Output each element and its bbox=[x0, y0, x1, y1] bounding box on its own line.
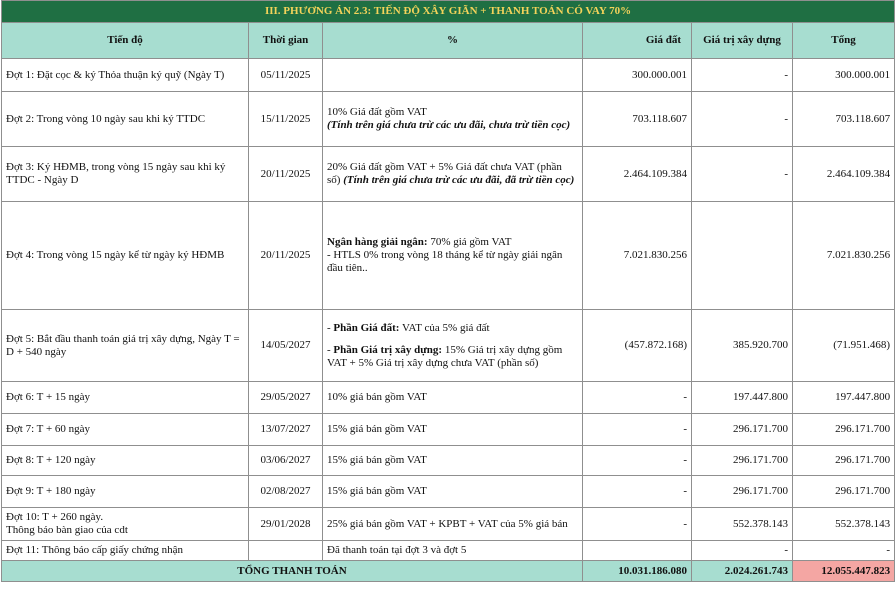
total-cell: (71.951.468) bbox=[793, 310, 895, 382]
land-price-cell: (457.872.168) bbox=[583, 310, 692, 382]
time-cell: 20/11/2025 bbox=[249, 202, 323, 310]
land-price-cell: - bbox=[583, 446, 692, 476]
construction-value-cell bbox=[692, 202, 793, 310]
total-land: 10.031.186.080 bbox=[583, 561, 692, 582]
construction-value-cell: - bbox=[692, 59, 793, 92]
time-cell: 20/11/2025 bbox=[249, 147, 323, 202]
percent-text: Phần Giá đất: bbox=[333, 321, 400, 334]
table-row bbox=[2, 414, 895, 446]
total-cell: 7.021.830.256 bbox=[793, 202, 895, 310]
land-price-cell: 2.464.109.384 bbox=[583, 147, 692, 202]
payment-schedule-table bbox=[1, 0, 895, 582]
land-price-cell: 703.118.607 bbox=[583, 92, 692, 147]
stage-cell: Đợt 7: T + 60 ngày bbox=[2, 414, 249, 446]
percent-text: 20% Giá đất gồm VAT + 5% Giá đất chưa VAT (phần số) bbox=[327, 161, 562, 186]
percent-cell bbox=[323, 414, 583, 446]
stage-cell: Đợt 10: T + 260 ngày. Thông báo bàn giao của cdt bbox=[2, 508, 249, 541]
total-cell: 296.171.700 bbox=[793, 446, 895, 476]
percent-cell bbox=[323, 446, 583, 476]
time-cell: 05/11/2025 bbox=[249, 59, 323, 92]
percent-cell bbox=[323, 59, 583, 92]
table-row bbox=[2, 92, 895, 147]
total-label: TỔNG THANH TOÁN bbox=[2, 561, 583, 582]
percent-text: 10% giá bán gồm VAT bbox=[327, 391, 427, 403]
total-cell: 197.447.800 bbox=[793, 382, 895, 414]
construction-value-cell: - bbox=[692, 147, 793, 202]
percent-text: Ngân hàng giải ngân: bbox=[327, 236, 431, 248]
time-cell bbox=[249, 541, 323, 561]
header-construction-value: Giá trị xây dựng bbox=[692, 23, 793, 59]
construction-value-cell: 296.171.700 bbox=[692, 476, 793, 508]
table-row bbox=[2, 202, 895, 310]
header-land-price: Giá đất bbox=[583, 23, 692, 59]
percent-paragraph bbox=[327, 249, 578, 275]
construction-value-cell: - bbox=[692, 92, 793, 147]
total-row bbox=[2, 561, 895, 582]
percent-text: (Tính trên giá chưa trừ các ưu đãi, chưa trừ tiền cọc) bbox=[327, 119, 571, 131]
stage-cell: Đợt 6: T + 15 ngày bbox=[2, 382, 249, 414]
percent-cell bbox=[323, 202, 583, 310]
header-stage: Tiến độ bbox=[2, 23, 249, 59]
total-cell: 2.464.109.384 bbox=[793, 147, 895, 202]
stage-cell: Đợt 2: Trong vòng 10 ngày sau khi ký TTDC bbox=[2, 92, 249, 147]
table-row bbox=[2, 59, 895, 92]
header-percent: % bbox=[323, 23, 583, 59]
stage-cell: Đợt 9: T + 180 ngày bbox=[2, 476, 249, 508]
sheet-title: III. PHƯƠNG ÁN 2.3: TIẾN ĐỘ XÂY GIÃN + THANH TOÁN CÓ VAY 70% bbox=[2, 1, 895, 23]
construction-value-cell: - bbox=[692, 541, 793, 561]
percent-cell bbox=[323, 541, 583, 561]
stage-cell: Đợt 11: Thông báo cấp giấy chứng nhận bbox=[2, 541, 249, 561]
percent-text: 15% giá bán gồm VAT bbox=[327, 454, 427, 466]
percent-paragraph bbox=[327, 322, 578, 335]
total-construction: 2.024.261.743 bbox=[692, 561, 793, 582]
percent-paragraph bbox=[327, 518, 578, 531]
percent-text: (Tính trên giá chưa trừ các ưu đãi, đã trừ tiền cọc) bbox=[343, 174, 575, 186]
table-row bbox=[2, 446, 895, 476]
construction-value-cell: 385.920.700 bbox=[692, 310, 793, 382]
grand-total: 12.055.447.823 bbox=[793, 561, 895, 582]
percent-cell bbox=[323, 147, 583, 202]
title-row bbox=[2, 1, 895, 23]
construction-value-cell: 197.447.800 bbox=[692, 382, 793, 414]
time-cell: 14/05/2027 bbox=[249, 310, 323, 382]
construction-value-cell: 296.171.700 bbox=[692, 446, 793, 476]
header-total: Tổng bbox=[793, 23, 895, 59]
header-row bbox=[2, 23, 895, 59]
total-cell: 703.118.607 bbox=[793, 92, 895, 147]
total-cell: 296.171.700 bbox=[793, 476, 895, 508]
percent-paragraph bbox=[327, 344, 578, 370]
land-price-cell: - bbox=[583, 508, 692, 541]
land-price-cell: - bbox=[583, 382, 692, 414]
land-price-cell: 7.021.830.256 bbox=[583, 202, 692, 310]
land-price-cell bbox=[583, 541, 692, 561]
table-row bbox=[2, 508, 895, 541]
total-cell: 552.378.143 bbox=[793, 508, 895, 541]
percent-paragraph bbox=[327, 106, 578, 119]
percent-text: Đã thanh toán tại đợt 3 và đợt 5 bbox=[327, 544, 467, 556]
table-body bbox=[2, 59, 895, 561]
total-cell: 296.171.700 bbox=[793, 414, 895, 446]
percent-paragraph bbox=[327, 454, 578, 467]
stage-cell: Đợt 8: T + 120 ngày bbox=[2, 446, 249, 476]
percent-paragraph bbox=[327, 544, 578, 557]
table-row bbox=[2, 382, 895, 414]
percent-cell bbox=[323, 476, 583, 508]
percent-cell bbox=[323, 92, 583, 147]
time-cell: 13/07/2027 bbox=[249, 414, 323, 446]
time-cell: 29/01/2028 bbox=[249, 508, 323, 541]
percent-text: - bbox=[327, 321, 334, 334]
percent-text: 15% giá bán gồm VAT bbox=[327, 485, 427, 497]
percent-text: 15% giá bán gồm VAT bbox=[327, 423, 427, 435]
table-row bbox=[2, 147, 895, 202]
time-cell: 02/08/2027 bbox=[249, 476, 323, 508]
table-row bbox=[2, 541, 895, 561]
percent-text: - HTLS 0% trong vòng 18 tháng kể từ ngày giải ngân đầu tiên.. bbox=[327, 249, 563, 274]
percent-cell bbox=[323, 382, 583, 414]
stage-cell: Đợt 5: Bắt đầu thanh toán giá trị xây dựng, Ngày T = D + 540 ngày bbox=[2, 310, 249, 382]
land-price-cell: - bbox=[583, 414, 692, 446]
table-row bbox=[2, 476, 895, 508]
percent-paragraph bbox=[327, 423, 578, 436]
table-row bbox=[2, 310, 895, 382]
stage-cell: Đợt 1: Đặt cọc & ký Thỏa thuận ký quỹ (Ngày T) bbox=[2, 59, 249, 92]
land-price-cell: 300.000.001 bbox=[583, 59, 692, 92]
percent-paragraph bbox=[327, 485, 578, 498]
percent-text: 10% Giá đất gồm VAT bbox=[327, 106, 427, 118]
percent-cell bbox=[323, 508, 583, 541]
percent-cell bbox=[323, 310, 583, 382]
percent-paragraph bbox=[327, 119, 578, 132]
percent-paragraph bbox=[327, 391, 578, 404]
percent-text: Phần Giá trị xây dựng: bbox=[333, 343, 443, 356]
total-cell: - bbox=[793, 541, 895, 561]
percent-text: 15% Giá trị xây dựng gồm VAT + 5% Giá trị xây dựng chưa VAT (phần số) bbox=[327, 343, 563, 369]
stage-cell: Đợt 4: Trong vòng 15 ngày kể từ ngày ký HĐMB bbox=[2, 202, 249, 310]
total-cell: 300.000.001 bbox=[793, 59, 895, 92]
percent-paragraph bbox=[327, 335, 578, 344]
time-cell: 29/05/2027 bbox=[249, 382, 323, 414]
time-cell: 15/11/2025 bbox=[249, 92, 323, 147]
percent-text: - bbox=[327, 343, 334, 356]
stage-cell: Đợt 3: Ký HĐMB, trong vòng 15 ngày sau khi ký TTDC - Ngày D bbox=[2, 147, 249, 202]
construction-value-cell: 552.378.143 bbox=[692, 508, 793, 541]
percent-text: VAT của 5% giá đất bbox=[399, 321, 490, 334]
percent-paragraph bbox=[327, 161, 578, 187]
time-cell: 03/06/2027 bbox=[249, 446, 323, 476]
percent-text: 70% giá gồm VAT bbox=[430, 236, 512, 248]
construction-value-cell: 296.171.700 bbox=[692, 414, 793, 446]
percent-text: 25% giá bán gồm VAT + KPBT + VAT của 5% giá bán bbox=[327, 517, 568, 530]
header-time: Thời gian bbox=[249, 23, 323, 59]
percent-paragraph bbox=[327, 236, 578, 249]
land-price-cell: - bbox=[583, 476, 692, 508]
